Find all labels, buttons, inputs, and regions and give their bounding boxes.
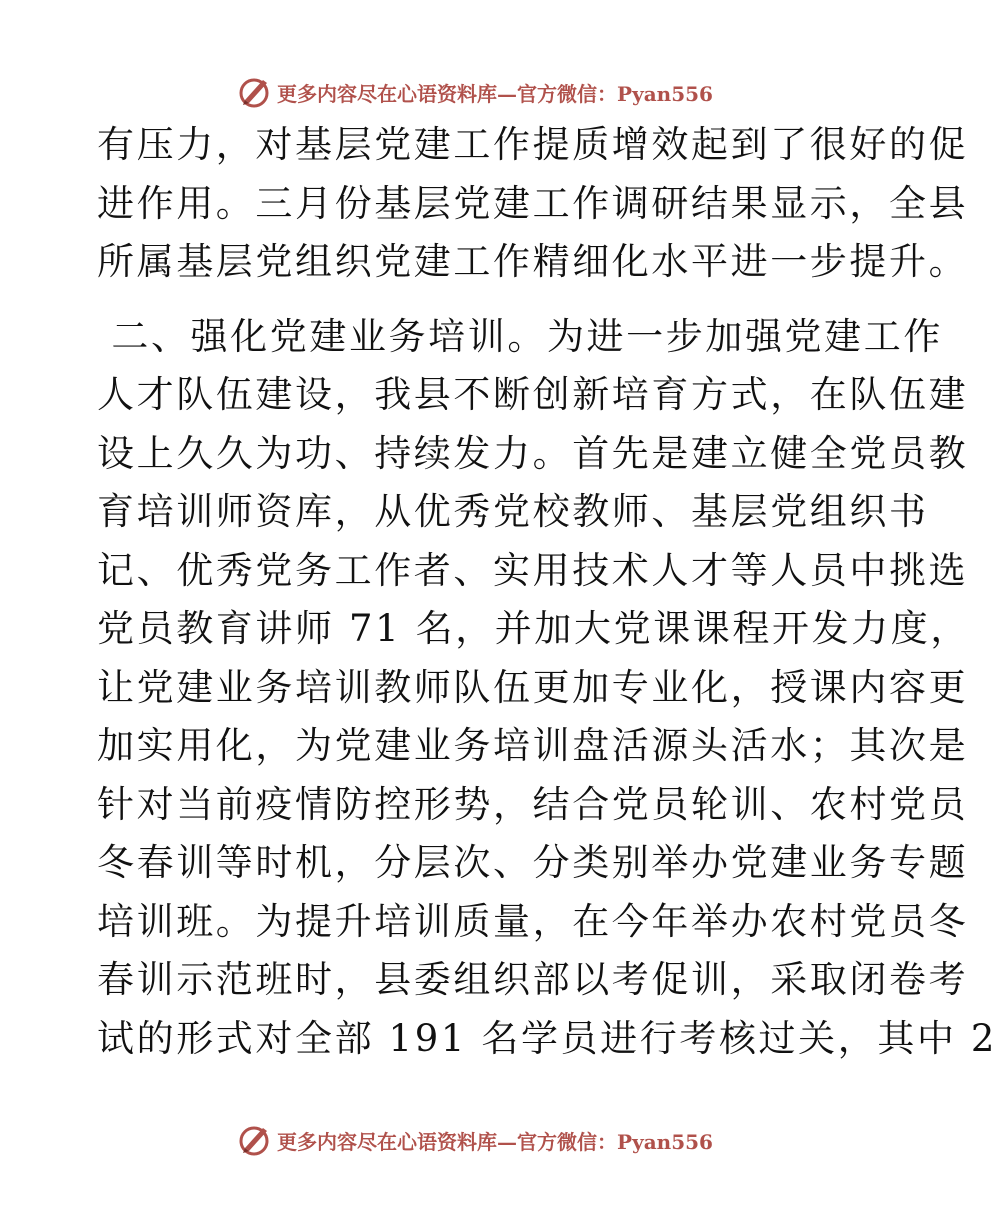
text-line: 记、优秀党务工作者、实用技术人才等人员中挑选 bbox=[97, 548, 969, 592]
pen-logo-icon bbox=[237, 74, 273, 110]
text-line: 针对当前疫情防控形势，结合党员轮训、农村党员 bbox=[97, 782, 969, 826]
header-watermark bbox=[0, 72, 950, 112]
text-line: 人才队伍建设，我县不断创新培育方式，在队伍建 bbox=[97, 373, 969, 416]
text-line: 试的形式对全部 191 名学员进行考核过关，其中 2 bbox=[97, 1016, 997, 1060]
paragraph-gap bbox=[97, 292, 857, 308]
body-text bbox=[97, 116, 997, 1068]
text-line: 所属基层党组织党建工作精细化水平进一步提升。 bbox=[97, 240, 969, 283]
paragraph bbox=[97, 116, 969, 292]
pen-logo-icon bbox=[237, 1122, 273, 1158]
watermark-text: 更多内容尽在心语资料库—官方微信：Pyan556 bbox=[277, 81, 713, 106]
text-line: 培训班。为提升培训质量，在今年举办农村党员冬 bbox=[97, 899, 969, 943]
footer-watermark bbox=[0, 1120, 950, 1160]
text-line: 党员教育讲师 71 名，并加大党课课程开发力度， bbox=[97, 607, 971, 650]
text-line: 冬春训等时机，分层次、分类别举办党建业务专题 bbox=[97, 841, 969, 884]
text-line: 春训示范班时，县委组织部以考促训，采取闭卷考 bbox=[97, 958, 969, 1001]
text-line: 加实用化，为党建业务培训盘活源头活水；其次是 bbox=[97, 724, 969, 767]
text-line: 让党建业务培训教师队伍更加专业化，授课内容更 bbox=[97, 665, 969, 709]
watermark-text: 更多内容尽在心语资料库—官方微信：Pyan556 bbox=[277, 1129, 713, 1154]
paragraph bbox=[97, 308, 997, 1069]
text-line: 有压力，对基层党建工作提质增效起到了很好的促 bbox=[97, 123, 969, 166]
text-line: 设上久久为功、持续发力。首先是建立健全党员教 bbox=[97, 431, 969, 475]
text-line: 育培训师资库，从优秀党校教师、基层党组织书 bbox=[97, 490, 929, 533]
text-line: 进作用。三月份基层党建工作调研结果显示，全县 bbox=[97, 181, 969, 225]
text-line: 二、强化党建业务培训。为进一步加强党建工作 bbox=[97, 314, 943, 358]
